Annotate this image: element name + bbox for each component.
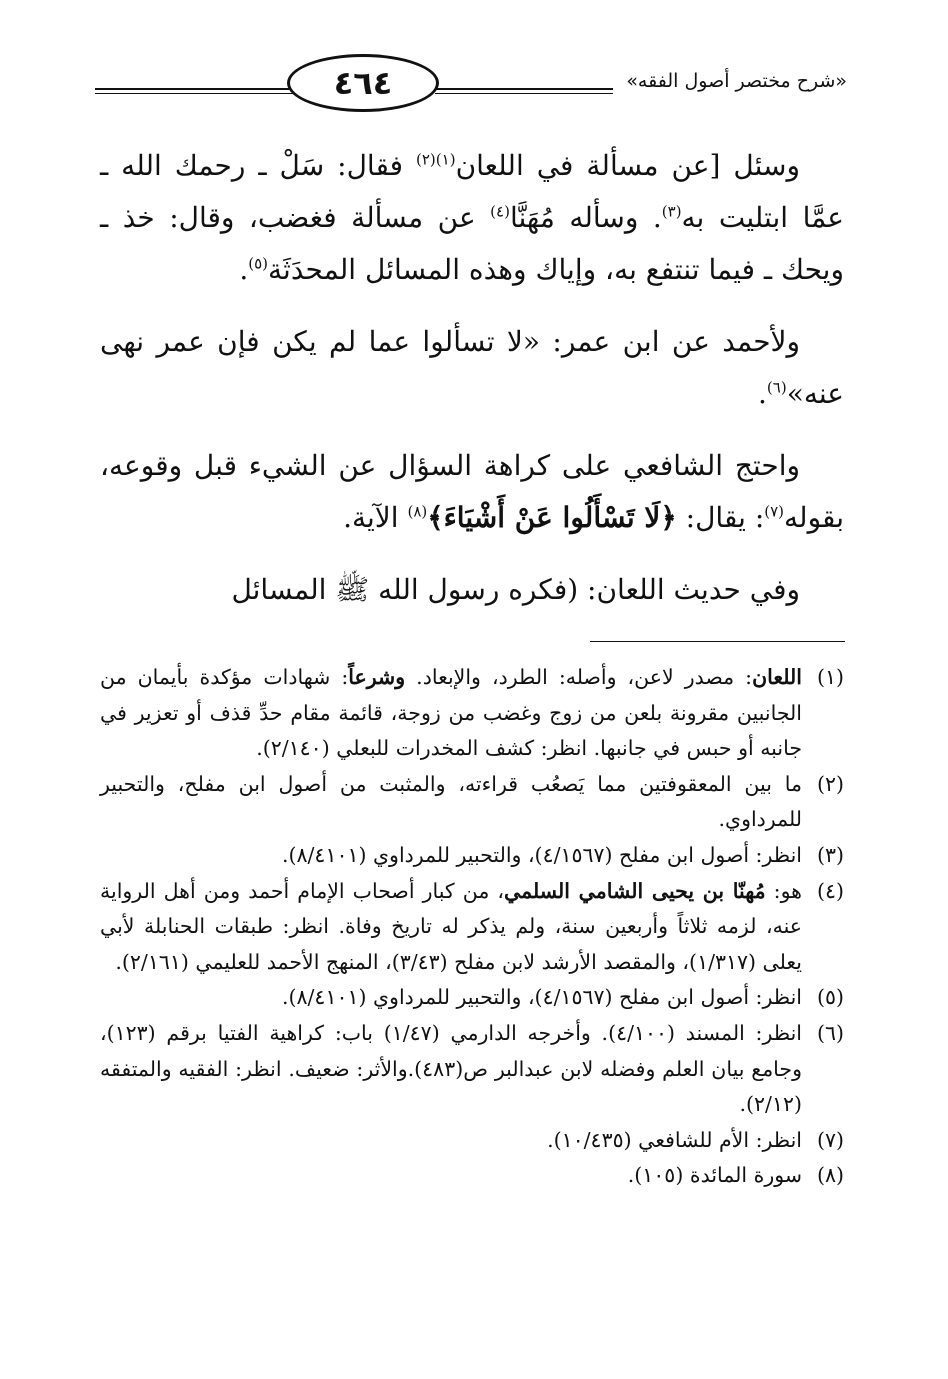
- paragraph-1: وسئل [عن مسألة في اللعان$^{(١)(٢)}$ فقال: سَلْ ـ رحمك الله ـ عمَّا ابتليت به$^{(٣)}$. وسأله مُهَنَّا$^{(٤)}$ عن مسألة فغضب، وقال: خذ ـ ويحك ـ فيما تنتفع به، وإياك وهذه المسائل المحدَثَة$^{(٥)}$.: [100, 149, 844, 286]
- footnote-ref: (٨): [407, 502, 428, 521]
- quran-verse: ﴿لَا تَسْأَلُوا عَنْ أَشْيَاءَ﴾: [427, 501, 677, 534]
- main-text: [100, 140, 844, 616]
- page-number-frame: [287, 54, 439, 112]
- footnote-3: (٣) انظر: أصول ابن مفلح (٤/١٥٦٧)، والتحبير للمرداوي (٨/٤١٠١).: [282, 842, 844, 867]
- footnote-ref: (٦): [766, 378, 787, 397]
- page-number: ٤٦٤: [333, 64, 393, 102]
- paragraph-2: ولأحمد عن ابن عمر: «لا تسألوا عما لم يكن فإن عمر نهى عنه»$^{(٦)}$.: [100, 325, 844, 410]
- footnote-ref: (٤): [490, 202, 510, 221]
- footnote-ref: (٥): [248, 254, 269, 273]
- running-title: «شرح مختصر أصول الفقه»: [626, 70, 847, 92]
- footnotes: [100, 660, 844, 1194]
- footnote-2: (٢) ما بين المعقوفتين مما يَصعُب قراءته، والمثبت من أصول ابن مفلح، والتحبير للمرداوي.: [100, 771, 844, 832]
- page-header: [95, 48, 847, 128]
- footnote-ref: (٧): [764, 502, 785, 521]
- header-rule-right: [435, 88, 613, 94]
- footnote-ref: (١)(٢): [416, 150, 456, 169]
- paragraph-3: واحتج الشافعي على كراهة السؤال عن الشيء قبل وقوعه، بقوله$^{(٧)}$: يقال: ﴿لَا تَسْأَلُوا عَنْ أَشْيَاءَ﴾$^{(٨)}$ الآية.: [100, 449, 844, 534]
- footnote-6: (٦) انظر: المسند (٤/١٠٠). وأخرجه الدارمي (١/٤٧) باب: كراهية الفتيا برقم (١٢٣)، وجامع بيان العلم وفضله لابن عبدالبر ص(٤٨٣).والأثر: ضعيف. انظر: الفقيه والمتفقه (٢/١٢).: [100, 1020, 844, 1117]
- footnote-ref: (٣): [661, 202, 682, 221]
- header-rule-left: [95, 88, 295, 94]
- footnote-5: (٥) انظر: أصول ابن مفلح (٤/١٥٦٧)، والتحبير للمرداوي (٨/٤١٠١).: [282, 985, 844, 1010]
- footnote-1: (١) اللعان: مصدر لاعن، وأصله: الطرد، والإبعاد. وشرعاً: شهادات مؤكدة بأيمان من الجانبين مقرونة بلعن من زوج وغضب من زوجة، قائمة مقام حدِّ قذف أو تعزير في جانبه أو حبس في جانبها. انظر: كشف المخدرات للبعلي (٢/١٤٠).: [100, 665, 844, 761]
- footnote-8: (٨) سورة المائدة (١٠٥).: [627, 1163, 844, 1188]
- footnote-7: (٧) انظر: الأم للشافعي (١٠/٤٣٥).: [547, 1127, 844, 1152]
- footnote-4: (٤) هو: مُهنّا بن يحيى الشامي السلمي، من كبار أصحاب الإمام أحمد ومن أهل الرواية عنه، لزمه ثلاثاً وأربعين سنة، ولم يذكر له تاريخ وفاة. انظر: طبقات الحنابلة لأبي يعلى (١/٣١٧)، والمقصد الأرشد لابن مفلح (٣/٤٣)، المنهج الأحمد للعليمي (٢/١٦١).: [100, 878, 844, 974]
- footnote-separator: [590, 641, 845, 642]
- paragraph-4: وفي حديث اللعان: (فكره رسول الله ﷺ المسائل: [231, 573, 800, 606]
